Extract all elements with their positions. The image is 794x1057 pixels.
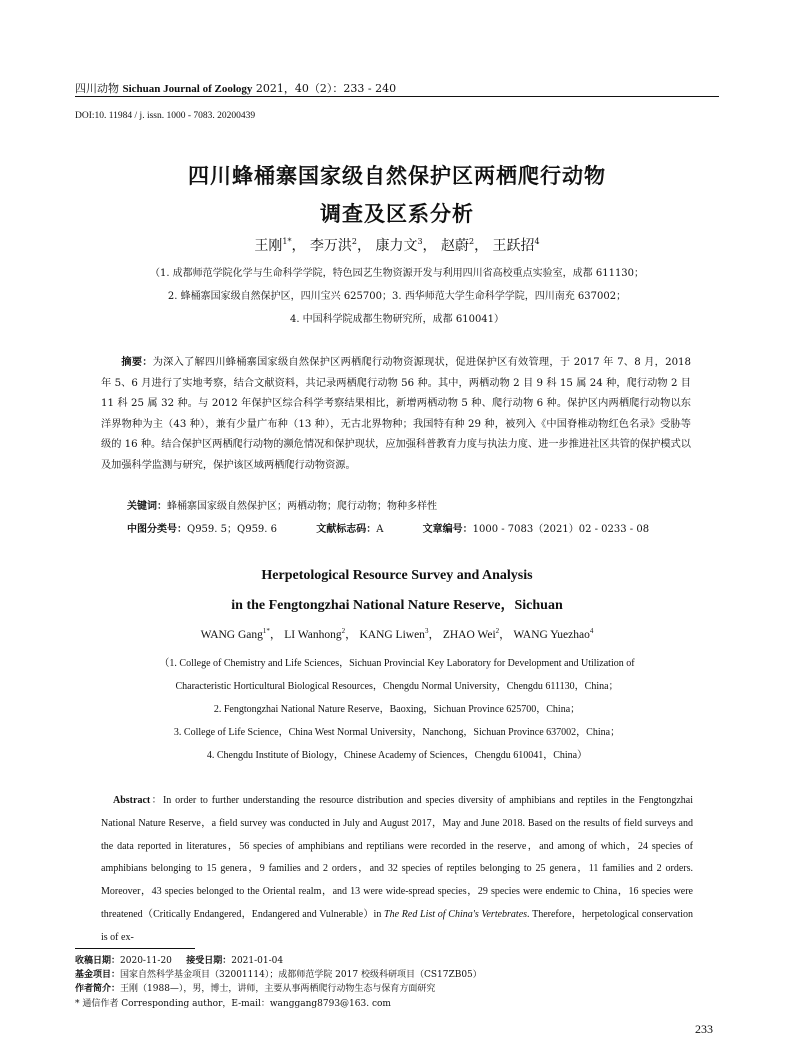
author-name: KANG Liwen — [359, 629, 425, 641]
journal-name-en: Sichuan Journal of Zoology — [122, 83, 253, 95]
author-name: 赵蔚 — [441, 238, 469, 254]
keywords-cn — [127, 497, 437, 512]
author-name: WANG Gang — [200, 629, 263, 641]
article-no-label: 文章编号： — [422, 524, 473, 535]
journal-issue: 2021，40（2）：233 - 240 — [255, 82, 397, 95]
accepted-label: 接受日期： — [186, 956, 232, 966]
author-name: WANG Yuezhao — [513, 629, 590, 641]
affiliation-en: （1. College of Chemistry and Life Sciences，Sichuan Provincial Key Laboratory for Development and Utilization of — [159, 658, 635, 669]
accepted-date: 2021-01-04 — [231, 956, 284, 966]
author-affil: 2 — [469, 237, 475, 246]
journal-name-cn: 四川动物 — [75, 82, 119, 95]
received-date: 2020-11-20 — [120, 956, 172, 966]
abstract-en-text: ：In order to further understanding the resource distribution and species diversity of amphibians and reptiles in the Fengtongzhai National Nature Reserve，a field survey was conducted in July and August 2017，May and June 2018. Based on the results of field surveys and the data reported in literatures，56 species of amphibians and reptilians were recorded in the reserve，and among of which，24 species of amphibians belonging to 15 genera，9 families and 2 orders，and 32 species of reptiles belonging to 25 genera，11 families and 2 orders. Moreover，43 species belonged to the Oriental realm，and 13 were wide-spread species，29 species were endemic to China，16 species were threatened（Critically Endangered，Endangered and Vulnerable）in — [101, 795, 693, 920]
author-affil: 4 — [534, 237, 540, 246]
running-header — [75, 80, 719, 96]
affiliation-en: 4. Chengdu Institute of Biology，Chinese Academy of Sciences，Chengdu 610041，China） — [206, 750, 588, 761]
fund-text: 国家自然科学基金项目（32001114）；成都师范学院 2017 校级科研项目（CS17ZB05） — [120, 970, 482, 980]
doi: DOI:10. 11984 / j. issn. 1000 - 7083. 20200439 — [75, 111, 256, 121]
affiliation-cn: 2. 蜂桶寨国家级自然保护区，四川宝兴 625700；3. 西华师范大学生命科学学院，四川南充 637002； — [167, 291, 627, 302]
affiliation-en: 3. College of Life Science，China West Normal University，Nanchong，Sichuan Province 637002，China； — [173, 727, 621, 738]
affiliation-cn: 4. 中国科学院成都生物研究所，成都 610041） — [289, 314, 505, 325]
author-affil: 2 — [351, 237, 357, 246]
doc-code-value: A — [376, 524, 384, 535]
author-affil: 1* — [262, 627, 270, 635]
author-name: 康力文 — [375, 238, 418, 254]
footnote-rule — [75, 948, 195, 949]
title-cn-line-1: 四川蜂桶寨国家级自然保护区两栖爬行动物 — [188, 164, 606, 188]
author-affil: 2 — [495, 627, 500, 635]
author-affil: 4 — [589, 627, 594, 635]
abstract-cn — [101, 353, 691, 476]
author-name: LI Wanhong — [284, 629, 342, 641]
clc-value: Q959. 5；Q959. 6 — [187, 524, 278, 535]
article-no-value: 1000 - 7083（2021）02 - 0233 - 08 — [472, 524, 650, 535]
author-affil: 3 — [417, 237, 423, 246]
affiliation-en: Characteristic Horticultural Biological Resources，Chengdu Normal University，Chengdu 611130，China； — [175, 681, 619, 692]
author-name: ZHAO Wei — [442, 629, 496, 641]
abstract-cn-label: 摘要： — [121, 357, 153, 368]
abstract-en-text-end: . Therefore，herpetological conservation is of ex- — [101, 908, 693, 943]
footnote-dates — [75, 953, 283, 966]
page-number: 233 — [695, 1022, 713, 1036]
header-rule — [75, 96, 719, 97]
author-name: 王刚 — [254, 238, 283, 254]
footnote-author — [75, 981, 435, 994]
classification-line — [127, 520, 685, 535]
footnote-fund — [75, 967, 482, 980]
author-affil: 1* — [282, 237, 292, 246]
authors-cn: 王刚$^{1*}$， 李万洪$^2$， 康力文$^3$， 赵蔚$^2$， 王跃招$^4$ — [254, 237, 540, 254]
doc-code-label: 文献标志码： — [316, 524, 377, 535]
keywords-cn-label: 关键词： — [127, 501, 167, 512]
author-name: 王跃招 — [492, 238, 535, 254]
author-affil: 2 — [341, 627, 346, 635]
title-en-line-2: in the Fengtongzhai National Nature Reserve，Sichuan — [231, 598, 563, 613]
title-en-line-1: Herpetological Resource Survey and Analysis — [261, 568, 533, 583]
fund-label: 基金项目： — [75, 970, 121, 980]
footnote-correspondence: * 通信作者 Corresponding author，E-mail：wanggang8793@163. com — [75, 999, 391, 1009]
author-bio-label: 作者简介： — [75, 984, 121, 994]
abstract-en-italic: The Red List of China's Vertebrates — [384, 908, 528, 920]
author-bio-text: 王刚（1988—），男，博士，讲师，主要从事两栖爬行动物生态与保育方面研究 — [120, 984, 436, 994]
authors-en: WANG Gang$^{1*}$， LI Wanhong$^2$， KANG Liwen$^3$， ZHAO Wei$^2$， WANG Yuezhao$^4$ — [200, 627, 594, 641]
author-name: 李万洪 — [309, 238, 352, 254]
title-cn-line-2: 调查及区系分析 — [320, 202, 474, 226]
abstract-en-label: Abstract — [113, 795, 151, 806]
affiliation-cn: （1. 成都师范学院化学与生命科学学院，特色园艺生物资源开发与利用四川省高校重点实验室，成都 611130； — [149, 268, 645, 279]
keywords-cn-text: 蜂桶寨国家级自然保护区；两栖动物；爬行动物；物种多样性 — [167, 501, 437, 512]
clc-label: 中图分类号： — [127, 524, 187, 535]
received-label: 收稿日期： — [75, 956, 121, 966]
abstract-cn-text: 为深入了解四川蜂桶寨国家级自然保护区两栖爬行动物资源现状，促进保护区有效管理，于 2017 年 7、8 月，2018 年 5、6 月进行了实地考察，结合文献资料，共记录两栖爬行动物 56 种。其中，两栖动物 2 目 9 科 15 属 24 种，爬行动物 2 目 11 科 25 属 32 种。与 2012 年保护区综合科学考察结果相比，新增两栖动物 5 种、爬行动物 6 种。保护区内两栖爬行动物以东洋界物种为主（43 种），兼有少量广布种（13 种），无古北界物种；我国特有种 29 种，被列入《中国脊椎动物红色名录》受胁等级的 16 种。结合保护区两栖爬行动物的濒危情况和保护现状，应加强科普教育力度与执法力度、进一步推进社区共管的保护模式以及加强科学监测与研究，保护该区域两栖爬行动物资源。 — [101, 357, 692, 471]
affiliation-en: 2. Fengtongzhai National Nature Reserve，Baoxing，Sichuan Province 625700，China； — [213, 704, 581, 715]
abstract-en — [101, 790, 693, 950]
author-affil: 3 — [424, 627, 429, 635]
